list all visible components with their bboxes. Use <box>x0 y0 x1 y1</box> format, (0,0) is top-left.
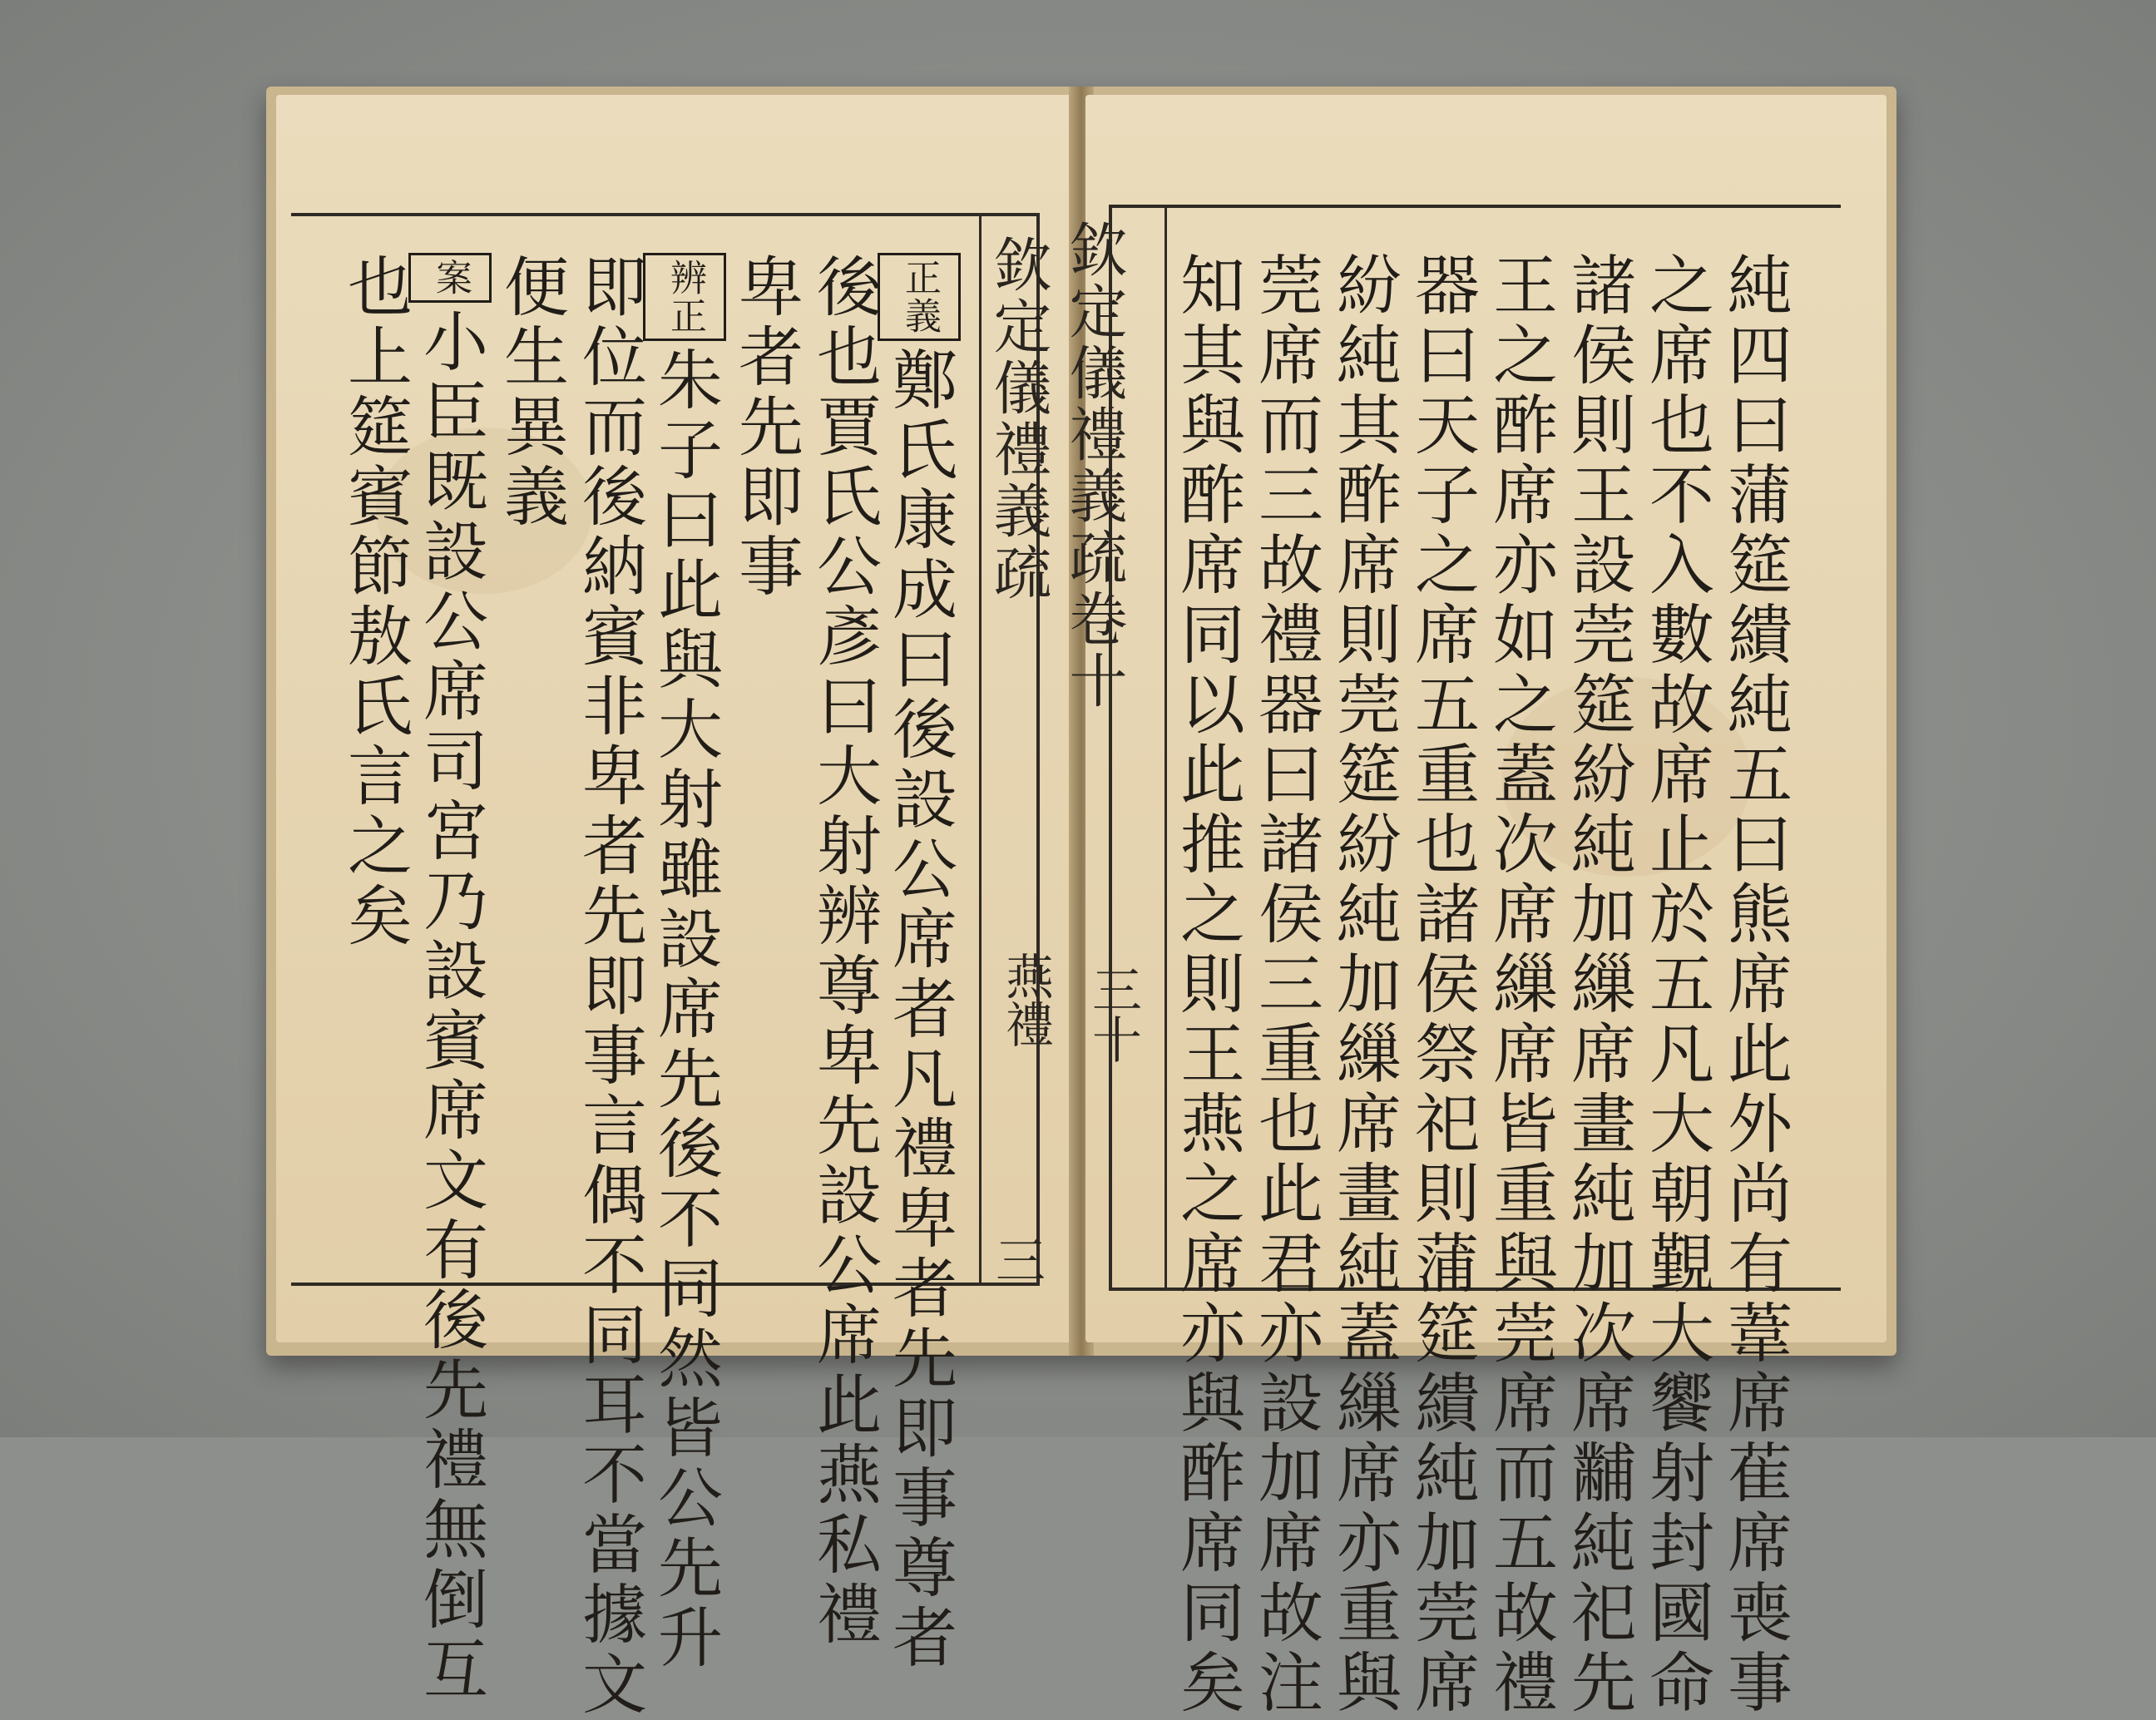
text-column: 之席也不入數故席止於五凡大朝覲大饗射封國命 <box>1639 251 1713 1718</box>
volume-marker: 卷十 <box>1060 589 1128 712</box>
right-running-title <box>1052 220 1136 968</box>
text-column <box>335 253 413 1259</box>
section-tag: 案 <box>408 253 492 303</box>
running-title-text: 欽定儀禮義疏 <box>1060 220 1128 589</box>
text-column: 器曰天子之席五重也諸侯祭祀則蒲筵繢純加莞席 <box>1404 251 1479 1718</box>
right-page-number: 三十 <box>1084 964 1142 1064</box>
text-column <box>647 253 726 1673</box>
right-text-columns <box>1168 251 1793 1718</box>
text-column: 王之酢席亦如之蓋次席繅席皆重與莞席而五故禮 <box>1482 251 1557 1718</box>
text-column <box>726 253 804 1259</box>
column-text: 也上筵賓節敖氏言之矣 <box>337 253 412 951</box>
column-text: 小臣既設公席司宮乃設賓席文有後先禮無倒互 <box>413 308 487 1705</box>
left-page-number: 三 <box>987 1234 1046 1284</box>
left-running-title: 欽定儀禮義疏 <box>984 235 1052 604</box>
text-column <box>882 253 961 1673</box>
left-section-title: 燕禮 <box>997 951 1054 1048</box>
column-text: 朱子曰此與大射雖設席先後不同然皆公先升 <box>647 346 722 1673</box>
column-text: 卑者先即事 <box>728 253 803 602</box>
column-text: 後也賈氏公彥曰大射辨尊卑先設公席此燕私禮 <box>806 253 881 1650</box>
text-column: 紛純其酢席則莞筵紛純加繅席畫純蓋繅席亦重與 <box>1326 251 1401 1718</box>
column-text: 便生異義 <box>493 253 568 532</box>
text-column: 純四曰蒲筵繢純五曰熊席此外尚有葦席萑席喪事 <box>1717 251 1792 1718</box>
text-column: 莞席而三故禮器曰諸侯三重也此君亦設加席故注 <box>1248 251 1323 1718</box>
text-column: 知其與酢席同以此推之則王燕之席亦與酢席同矣 <box>1169 251 1244 1718</box>
section-tag: 正義 <box>878 253 961 341</box>
section-tag: 辨正 <box>643 253 726 341</box>
text-column <box>413 253 492 1705</box>
column-text: 即位而後納賓非卑者先即事言偶不同耳不當據文 <box>571 253 646 1720</box>
column-text: 鄭氏康成曰後設公席者凡禮卑者先即事尊者 <box>882 346 957 1673</box>
text-column <box>804 253 883 1650</box>
text-column <box>492 253 570 1259</box>
right-margin-rule <box>1165 208 1167 1288</box>
right-page <box>1060 95 1886 1718</box>
text-column: 諸侯則王設莞筵紛純加繅席畫純加次席黼純祀先 <box>1560 251 1635 1718</box>
text-column <box>570 253 648 1720</box>
open-book <box>266 86 1896 1720</box>
left-page <box>276 95 1077 1720</box>
left-text-columns <box>335 253 961 1720</box>
